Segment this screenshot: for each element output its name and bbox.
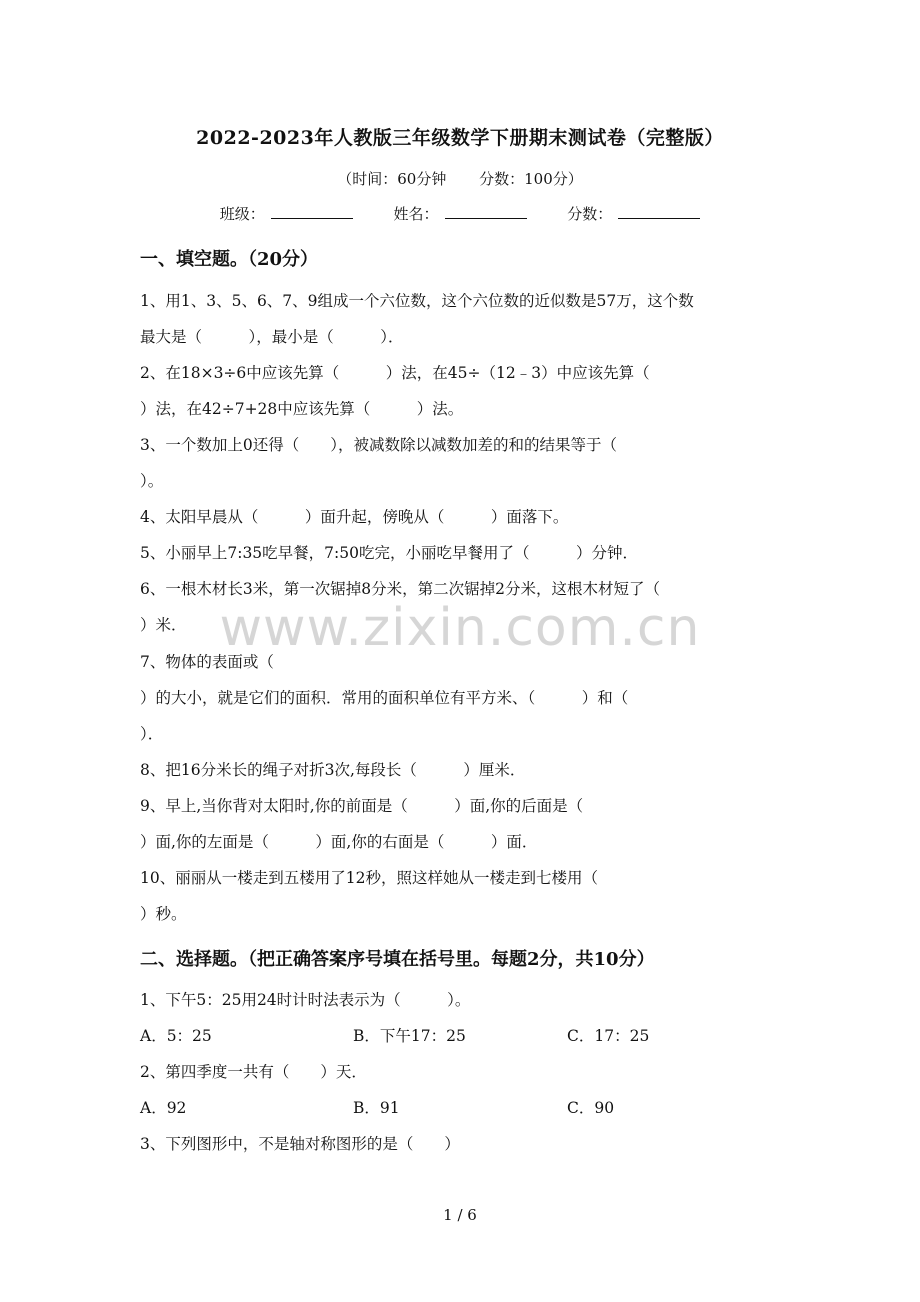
class-field bbox=[220, 203, 353, 224]
question-line: 2、在18×3÷6中应该先算（ ）法，在45÷（12﹣3）中应该先算（ bbox=[140, 364, 650, 382]
question-line: 4、太阳早晨从（ ）面升起，傍晚从（ ）面落下。 bbox=[140, 508, 569, 526]
question-line: ）的大小，就是它们的面积．常用的面积单位有平方米、（ ）和（ bbox=[140, 689, 629, 707]
score-label: 分数： bbox=[567, 205, 613, 223]
question-line: 最大是（ ），最小是（ ）． bbox=[140, 328, 404, 346]
question-line: 8、把16分米长的绳子对折3次,每段长（ ）厘米． bbox=[140, 761, 526, 779]
page-number: 1 / 6 bbox=[443, 1206, 477, 1224]
question-line: 1、用1、3、5、6、7、9组成一个六位数，这个六位数的近似数是57万，这个数 bbox=[140, 292, 694, 310]
choice-question-stem: 2、第四季度一共有（ ）天． bbox=[140, 1063, 367, 1081]
section-fill-blank-heading: 一、填空题。（20分） bbox=[140, 249, 319, 270]
question-line: 9、早上,当你背对太阳时,你的前面是（ ）面,你的后面是（ bbox=[140, 797, 584, 815]
watermark: www.zixin.com.cn bbox=[219, 598, 701, 658]
class-label: 班级： bbox=[219, 205, 265, 223]
choice-question-stem: 1、下午5：25用24时计时法表示为（ ）。 bbox=[140, 991, 471, 1009]
question-line: 10、丽丽从一楼走到五楼用了12秒，照这样她从一楼走到七楼用（ bbox=[140, 869, 598, 887]
question-line: 5、小丽早上7:35吃早餐，7:50吃完，小丽吃早餐用了（ ）分钟． bbox=[140, 544, 638, 562]
name-label: 姓名： bbox=[393, 205, 439, 223]
question-line: 3、一个数加上0还得（ ），被减数除以减数加差的和的结果等于（ bbox=[140, 436, 617, 454]
score-field bbox=[567, 203, 700, 224]
choice-question-stem: 3、下列图形中，不是轴对称图形的是（ ） bbox=[140, 1135, 460, 1153]
choice-option-b[interactable]: B．下午17：25 bbox=[353, 1027, 466, 1045]
choice-option-a[interactable]: A．5：25 bbox=[140, 1027, 212, 1045]
question-line: 7、物体的表面或（ bbox=[140, 653, 274, 671]
section-multiple-choice-heading: 二、选择题。（把正确答案序号填在括号里。每题2分，共10分） bbox=[140, 949, 655, 970]
name-field bbox=[393, 203, 526, 224]
exam-meta bbox=[0, 168, 920, 189]
question-line: ）米． bbox=[140, 616, 187, 634]
score-blank[interactable] bbox=[618, 204, 700, 219]
exam-total-score: 分数：100分） bbox=[479, 170, 583, 188]
choice-option-c[interactable]: C．90 bbox=[567, 1099, 615, 1117]
name-blank[interactable] bbox=[445, 204, 527, 219]
question-line: ）面,你的左面是（ ）面,你的右面是（ ）面． bbox=[140, 833, 538, 851]
question-line: ）秒。 bbox=[140, 905, 187, 923]
exam-time: （时间：60分钟 bbox=[337, 170, 447, 188]
page-title: 2022-2023年人教版三年级数学下册期末测试卷（完整版） bbox=[196, 127, 724, 149]
choice-option-c[interactable]: C．17：25 bbox=[567, 1027, 650, 1045]
question-line: ）． bbox=[140, 725, 164, 743]
question-line: ）。 bbox=[140, 472, 164, 490]
question-line: ）法，在42÷7+28中应该先算（ ）法。 bbox=[140, 400, 464, 418]
choice-option-a[interactable]: A．92 bbox=[140, 1099, 187, 1117]
question-line: 6、一根木材长3米，第一次锯掉8分米，第二次锯掉2分米，这根木材短了（ bbox=[140, 580, 660, 598]
class-blank[interactable] bbox=[271, 204, 353, 219]
student-info bbox=[0, 203, 920, 224]
choice-option-b[interactable]: B．91 bbox=[353, 1099, 400, 1117]
